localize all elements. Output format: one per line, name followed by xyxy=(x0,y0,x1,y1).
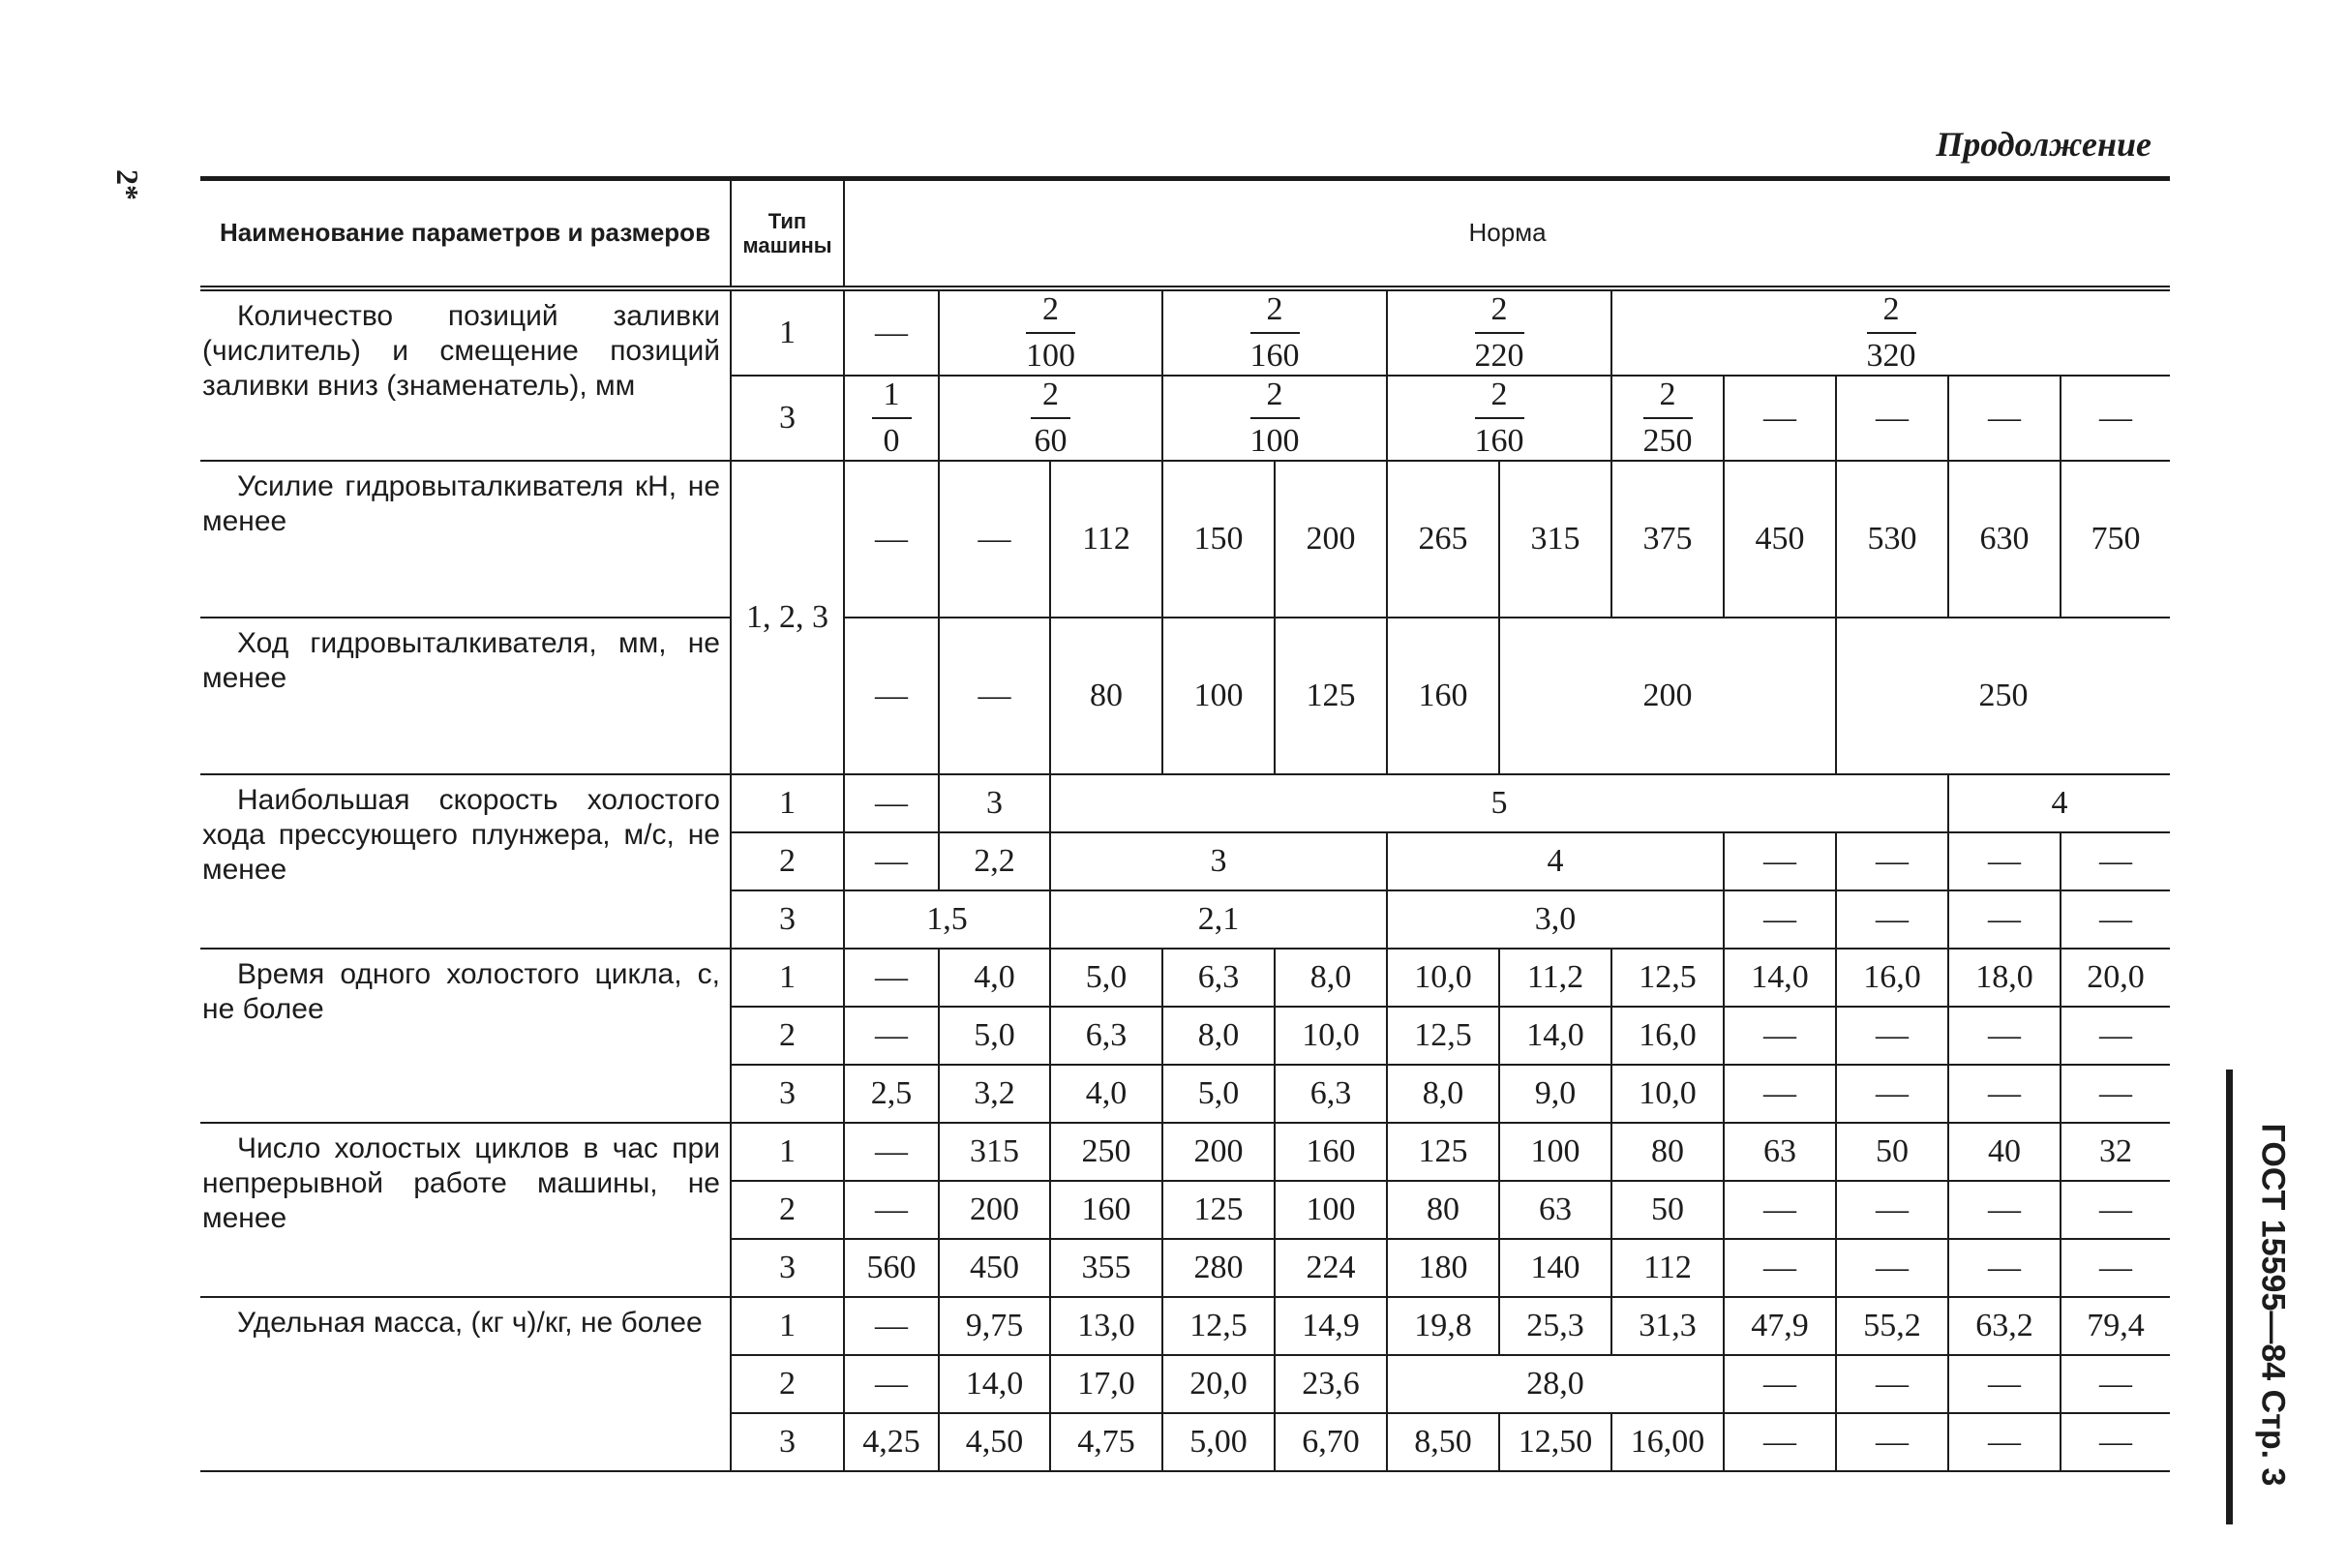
value-cell: 10,0 xyxy=(1387,949,1499,1007)
table-body xyxy=(200,288,2170,1471)
value-cell: 125 xyxy=(1275,618,1387,774)
value-cell: 4,25 xyxy=(844,1413,939,1471)
value-cell: 55,2 xyxy=(1836,1297,1948,1355)
value-cell: 200 xyxy=(1162,1123,1275,1181)
fraction: $\frac{1}{0}$ xyxy=(872,377,912,460)
value-cell: 224 xyxy=(1275,1239,1387,1297)
fraction: $\frac{2}{100}$ xyxy=(1249,377,1300,459)
value-cell: 140 xyxy=(1499,1239,1611,1297)
value-cell: — xyxy=(1724,1413,1836,1471)
value-cell: — xyxy=(1836,1181,1948,1239)
value-cell: — xyxy=(844,1181,939,1239)
value-cell: 63 xyxy=(1499,1181,1611,1239)
value-cell: 12,50 xyxy=(1499,1413,1611,1471)
value-cell: — xyxy=(1948,1007,2061,1065)
value-cell: — xyxy=(1948,1181,2061,1239)
value-cell: 315 xyxy=(1499,461,1611,618)
value-cell: — xyxy=(2061,890,2170,949)
value-cell: — xyxy=(1724,1065,1836,1123)
value-cell: 6,70 xyxy=(1275,1413,1387,1471)
value-cell: — xyxy=(1948,890,2061,949)
value-cell: 315 xyxy=(939,1123,1050,1181)
value-cell: — xyxy=(844,832,939,890)
value-cell: 200 xyxy=(1499,618,1836,774)
type-cell: 1 xyxy=(731,949,844,1007)
value-cell: 23,6 xyxy=(1275,1355,1387,1413)
value-cell: — xyxy=(1836,1007,1948,1065)
value-cell: 50 xyxy=(1836,1123,1948,1181)
type-cell: 3 xyxy=(731,890,844,949)
value-cell: 250 xyxy=(1050,1123,1162,1181)
value-cell: 265 xyxy=(1387,461,1499,618)
value-cell: 3,0 xyxy=(1387,890,1724,949)
gost-label: ГОСТ 15595—84 Стр. 3 xyxy=(2254,1123,2292,1487)
value-cell: — xyxy=(844,1297,939,1355)
fraction: $\frac{2}{100}$ xyxy=(1026,291,1075,374)
value-cell: 20,0 xyxy=(1162,1355,1275,1413)
value-cell: 12,5 xyxy=(1387,1007,1499,1065)
value-cell: 47,9 xyxy=(1724,1297,1836,1355)
value-cell: 14,9 xyxy=(1275,1297,1387,1355)
value-cell: 11,2 xyxy=(1499,949,1611,1007)
value-cell: 450 xyxy=(1724,461,1836,618)
value-cell: — xyxy=(2061,1065,2170,1123)
type-cell: 2 xyxy=(731,832,844,890)
value-cell: — xyxy=(939,461,1050,618)
value-cell: 450 xyxy=(939,1239,1050,1297)
value-cell: — xyxy=(844,618,939,774)
value-cell: — xyxy=(1724,1007,1836,1065)
value-cell: 16,00 xyxy=(1611,1413,1724,1471)
value-cell: 18,0 xyxy=(1948,949,2061,1007)
value-cell: — xyxy=(844,949,939,1007)
header-name: Наименование параметров и размеров xyxy=(200,179,731,289)
value-cell: — xyxy=(844,1007,939,1065)
value-cell: — xyxy=(2061,1413,2170,1471)
value-cell: 14,0 xyxy=(939,1355,1050,1413)
value-cell: — xyxy=(2061,832,2170,890)
value-cell: — xyxy=(844,288,939,376)
value-cell: 5 xyxy=(1050,774,1948,832)
value-cell: 150 xyxy=(1162,461,1275,618)
value-cell: — xyxy=(1836,1239,1948,1297)
value-cell: 4,50 xyxy=(939,1413,1050,1471)
type-cell: 3 xyxy=(731,1239,844,1297)
param-name-time: Время одного холостого цикла, с, не более xyxy=(200,949,731,1123)
value-cell: 2,1 xyxy=(1050,890,1387,949)
value-cell xyxy=(1387,288,1611,376)
type-cell: 3 xyxy=(731,376,844,461)
value-cell: — xyxy=(1836,1065,1948,1123)
value-cell: — xyxy=(1948,1355,2061,1413)
value-cell: 5,0 xyxy=(1162,1065,1275,1123)
value-cell: — xyxy=(2061,1355,2170,1413)
value-cell: — xyxy=(1948,832,2061,890)
value-cell: — xyxy=(844,1123,939,1181)
param-name-cycles: Число холостых циклов в час при непрерывной работе машины, не менее xyxy=(200,1123,731,1297)
value-cell: 180 xyxy=(1387,1239,1499,1297)
value-cell: 14,0 xyxy=(1724,949,1836,1007)
header-type: Тип машины xyxy=(731,179,844,289)
value-cell: 16,0 xyxy=(1611,1007,1724,1065)
value-cell: — xyxy=(844,1355,939,1413)
value-cell: 63,2 xyxy=(1948,1297,2061,1355)
value-cell: 10,0 xyxy=(1275,1007,1387,1065)
value-cell: — xyxy=(1836,832,1948,890)
continuation-label: Продолжение xyxy=(1936,125,2151,164)
fraction: $\frac{2}{160}$ xyxy=(1474,377,1524,459)
value-cell: 2,5 xyxy=(844,1065,939,1123)
value-cell: — xyxy=(1836,1355,1948,1413)
value-cell: 6,3 xyxy=(1050,1007,1162,1065)
table-row xyxy=(200,288,2170,376)
value-cell: — xyxy=(2061,1007,2170,1065)
value-cell: — xyxy=(2061,1239,2170,1297)
value-cell: — xyxy=(1948,376,2061,461)
table-row xyxy=(200,1297,2170,1355)
value-cell: 4,0 xyxy=(939,949,1050,1007)
value-cell: — xyxy=(1724,1181,1836,1239)
value-cell: 160 xyxy=(1387,618,1499,774)
type-cell: 1 xyxy=(731,1123,844,1181)
value-cell: — xyxy=(1948,1239,2061,1297)
value-cell: 250 xyxy=(1836,618,2170,774)
type-cell: 2 xyxy=(731,1007,844,1065)
value-cell xyxy=(844,376,939,461)
type-cell: 1 xyxy=(731,288,844,376)
value-cell: 355 xyxy=(1050,1239,1162,1297)
value-cell: — xyxy=(1836,376,1948,461)
gost-label-box xyxy=(2243,1111,2302,1498)
fraction: $\frac{2}{250}$ xyxy=(1642,377,1693,459)
table-row xyxy=(200,1123,2170,1181)
value-cell: 5,00 xyxy=(1162,1413,1275,1471)
value-cell: 630 xyxy=(1948,461,2061,618)
value-cell: 4 xyxy=(1387,832,1724,890)
table-row xyxy=(200,774,2170,832)
value-cell: 9,75 xyxy=(939,1297,1050,1355)
value-cell: 80 xyxy=(1050,618,1162,774)
value-cell: 375 xyxy=(1611,461,1724,618)
value-cell: 5,0 xyxy=(1050,949,1162,1007)
value-cell: 560 xyxy=(844,1239,939,1297)
value-cell: 9,0 xyxy=(1499,1065,1611,1123)
value-cell: — xyxy=(1948,1065,2061,1123)
value-cell: 50 xyxy=(1611,1181,1724,1239)
fraction: $\frac{2}{60}$ xyxy=(1031,377,1070,460)
param-name-force: Усилие гидровыталкивателя кН, не менее xyxy=(200,461,731,618)
type-cell: 1 xyxy=(731,1297,844,1355)
value-cell: 80 xyxy=(1611,1123,1724,1181)
value-cell: — xyxy=(939,618,1050,774)
value-cell: 28,0 xyxy=(1387,1355,1724,1413)
header-row xyxy=(200,179,2170,289)
value-cell: 160 xyxy=(1275,1123,1387,1181)
value-cell: 6,3 xyxy=(1275,1065,1387,1123)
value-cell xyxy=(939,288,1162,376)
value-cell: 5,0 xyxy=(939,1007,1050,1065)
value-cell: — xyxy=(1724,376,1836,461)
parameters-table xyxy=(200,176,2170,1472)
value-cell xyxy=(1162,288,1387,376)
value-cell: 125 xyxy=(1387,1123,1499,1181)
value-cell: — xyxy=(1724,890,1836,949)
value-cell: 100 xyxy=(1275,1181,1387,1239)
type-cell: 3 xyxy=(731,1065,844,1123)
value-cell: 8,0 xyxy=(1275,949,1387,1007)
value-cell: 12,5 xyxy=(1162,1297,1275,1355)
type-cell: 3 xyxy=(731,1413,844,1471)
value-cell: — xyxy=(1836,890,1948,949)
value-cell: 3,2 xyxy=(939,1065,1050,1123)
value-cell: 19,8 xyxy=(1387,1297,1499,1355)
value-cell: 100 xyxy=(1162,618,1275,774)
value-cell: 13,0 xyxy=(1050,1297,1162,1355)
value-cell: — xyxy=(1836,1413,1948,1471)
param-name-positions: Количество позиций заливки (числитель) и смещение позиций заливки вниз (знаменатель), мм xyxy=(200,288,731,461)
value-cell xyxy=(1611,376,1724,461)
value-cell xyxy=(1162,376,1387,461)
type-cell: 2 xyxy=(731,1355,844,1413)
value-cell: — xyxy=(1724,832,1836,890)
fraction: $\frac{2}{220}$ xyxy=(1474,291,1524,374)
value-cell: 280 xyxy=(1162,1239,1275,1297)
value-cell: 63 xyxy=(1724,1123,1836,1181)
value-cell xyxy=(939,376,1162,461)
value-cell: 530 xyxy=(1836,461,1948,618)
value-cell: 125 xyxy=(1162,1181,1275,1239)
value-cell: 8,50 xyxy=(1387,1413,1499,1471)
type-cell: 1 xyxy=(731,774,844,832)
value-cell: 3 xyxy=(1050,832,1387,890)
value-cell: 160 xyxy=(1050,1181,1162,1239)
value-cell: 4 xyxy=(1948,774,2170,832)
param-name-speed: Наибольшая скорость холостого хода прессующего плунжера, м/с, не менее xyxy=(200,774,731,949)
value-cell: — xyxy=(1724,1355,1836,1413)
value-cell: 17,0 xyxy=(1050,1355,1162,1413)
value-cell: 32 xyxy=(2061,1123,2170,1181)
value-cell: 2,2 xyxy=(939,832,1050,890)
value-cell: 40 xyxy=(1948,1123,2061,1181)
value-cell: — xyxy=(2061,376,2170,461)
value-cell: 100 xyxy=(1499,1123,1611,1181)
type-cell: 2 xyxy=(731,1181,844,1239)
value-cell: 8,0 xyxy=(1387,1065,1499,1123)
value-cell: 3 xyxy=(939,774,1050,832)
value-cell xyxy=(1387,376,1611,461)
value-cell: 8,0 xyxy=(1162,1007,1275,1065)
value-cell: 112 xyxy=(1050,461,1162,618)
value-cell: — xyxy=(844,774,939,832)
value-cell: — xyxy=(2061,1181,2170,1239)
table-row xyxy=(200,461,2170,618)
value-cell: 25,3 xyxy=(1499,1297,1611,1355)
value-cell: 200 xyxy=(939,1181,1050,1239)
value-cell: — xyxy=(844,461,939,618)
value-cell: 750 xyxy=(2061,461,2170,618)
value-cell: — xyxy=(1724,1239,1836,1297)
fraction: $\frac{2}{160}$ xyxy=(1249,291,1300,374)
table-row xyxy=(200,618,2170,774)
value-cell xyxy=(1611,288,2170,376)
value-cell: 112 xyxy=(1611,1239,1724,1297)
table-row xyxy=(200,949,2170,1007)
param-name-stroke: Ход гидровыталкивателя, мм, не менее xyxy=(200,618,731,774)
value-cell: 10,0 xyxy=(1611,1065,1724,1123)
header-norm: Норма xyxy=(844,179,2170,289)
value-cell: 6,3 xyxy=(1162,949,1275,1007)
value-cell: 4,0 xyxy=(1050,1065,1162,1123)
fraction: $\frac{2}{320}$ xyxy=(1866,291,1916,374)
value-cell: 31,3 xyxy=(1611,1297,1724,1355)
gost-side-bar xyxy=(2226,1070,2233,1524)
value-cell: 1,5 xyxy=(844,890,1050,949)
value-cell: 80 xyxy=(1387,1181,1499,1239)
value-cell: — xyxy=(1948,1413,2061,1471)
value-cell: 200 xyxy=(1275,461,1387,618)
value-cell: 16,0 xyxy=(1836,949,1948,1007)
page-mark: 2* xyxy=(110,169,145,200)
value-cell: 20,0 xyxy=(2061,949,2170,1007)
value-cell: 14,0 xyxy=(1499,1007,1611,1065)
value-cell: 79,4 xyxy=(2061,1297,2170,1355)
value-cell: 4,75 xyxy=(1050,1413,1162,1471)
type-cell: 1, 2, 3 xyxy=(731,461,844,774)
value-cell: 12,5 xyxy=(1611,949,1724,1007)
param-name-mass: Удельная масса, (кг ч)/кг, не более xyxy=(200,1297,731,1471)
